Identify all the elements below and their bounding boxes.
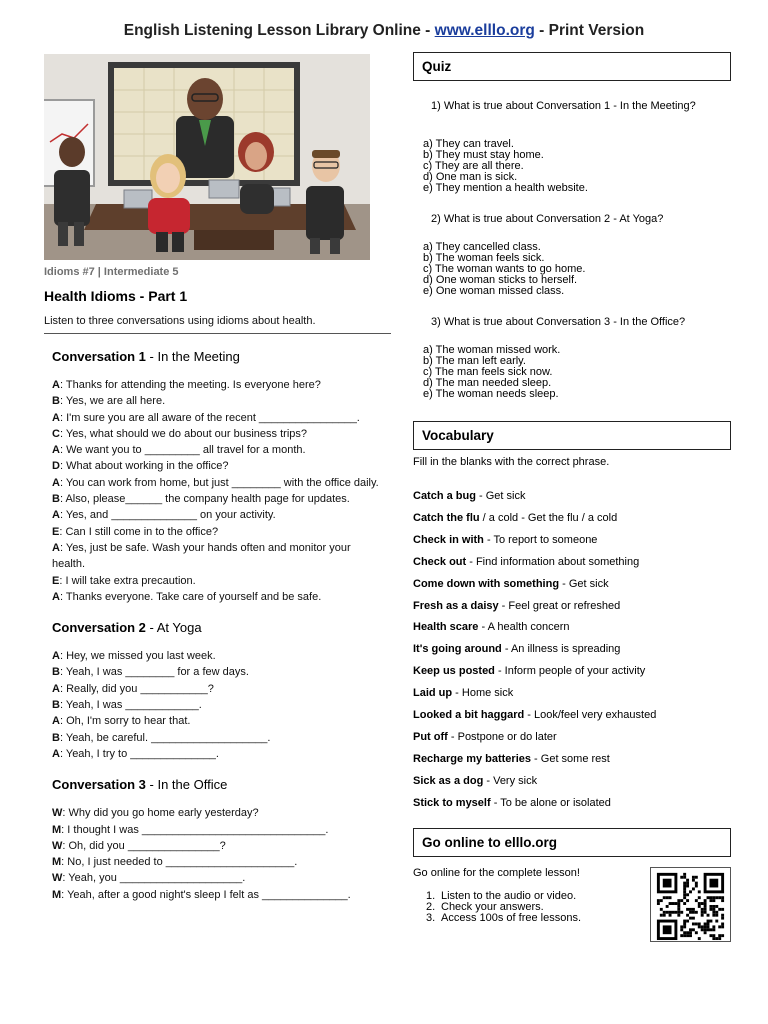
dialogue-text: : Thanks for attending the meeting. Is everyone here? [59,379,321,391]
vocabulary-definition: - Very sick [483,774,538,787]
dialogue-line [52,573,384,589]
dialogue-line [52,491,384,507]
dialogue-text: : No, I just needed to _____________________. [61,856,298,869]
conversation-1 [44,349,384,605]
vocabulary-definition: - Look/feel very exhausted [524,709,657,722]
online-heading: Go online to elllo.org [413,828,731,857]
conversation-title: Conversation 2 - At Yoga [52,620,202,636]
speaker-label: A [52,444,60,457]
vocabulary-term: Keep us posted [413,665,495,678]
speaker-label: B [52,493,60,506]
speaker-label: M [52,856,62,869]
speaker-label: B [52,699,60,712]
vocabulary-item [413,727,731,749]
online-section [413,867,731,924]
vocabulary-definition: / a cold - Get the flu / a cold [479,511,618,524]
conversation-lines [52,648,384,762]
quiz-heading: Quiz [413,52,731,81]
dialogue-text: : Yeah, be careful. ___________________. [59,731,271,744]
conversation-lines [52,377,384,605]
speaker-label: A [52,715,60,728]
step-text: Check your answers. [441,900,544,913]
vocabulary-definition: - Feel great or refreshed [498,599,621,612]
right-column [413,52,731,924]
question-prompt: 1) What is true about Conversation 1 - In the Meeting? [431,100,696,112]
dialogue-line [52,746,384,762]
vocabulary-definition: - A health concern [478,621,570,634]
dialogue-text: : I will take extra precaution. [59,574,196,587]
divider [44,333,391,334]
dialogue-text: : I thought I was ______________________________. [61,823,329,836]
dialogue-line [52,838,384,854]
vocabulary-term: Stick to myself [413,796,491,809]
quiz-option: e) They mention a health website. [423,182,588,194]
speaker-label: W [52,872,63,885]
vocabulary-term: Catch a bug [413,490,476,502]
dialogue-line [52,377,384,393]
vocabulary-item [413,617,731,639]
dialogue-text: : Really, did you ___________? [59,682,214,695]
quiz-question-2 [413,213,731,297]
dialogue-text: : Yeah, I try to ______________. [59,747,219,760]
speaker-label: W [52,839,63,852]
vocabulary-definition: - Home sick [452,687,514,700]
dialogue-text: : Yeah, I was ________ for a few days. [59,666,249,679]
dialogue-line [52,822,384,838]
vocabulary-definition: - Postpone or do later [447,730,557,743]
quiz-option: c) They are all there. [423,160,524,172]
dialogue-line [52,426,384,442]
dialogue-line [52,393,384,409]
dialogue-line [52,442,384,458]
vocabulary-term: It's going around [413,643,502,656]
speaker-label: M [52,823,62,836]
conversation-lines [52,805,384,903]
step-text: Listen to the audio or video. [441,889,577,902]
dialogue-line [52,458,384,474]
quiz-option: c) The man feels sick now. [423,366,553,378]
vocabulary-term: Looked a bit haggard [413,709,525,722]
vocabulary-item [413,705,731,727]
dialogue-text: : Yeah, after a good night's sleep I felt as ______________. [61,888,351,901]
page-header [0,22,768,40]
quiz-option: a) They can travel. [423,138,514,150]
vocabulary-definition: - Inform people of your activity [494,665,646,678]
vocabulary-term: Check in with [413,533,484,546]
question-options [413,345,731,400]
step-number: 3. [426,911,436,924]
vocabulary-item [413,574,731,596]
speaker-label: A [52,590,60,603]
vocabulary-term: Health scare [413,621,479,634]
question-prompt: 2) What is true about Conversation 2 - At Yoga? [431,213,664,225]
speaker-label: A [52,411,60,424]
lesson-meta: Idioms #7 | Intermediate 5 [44,266,179,278]
speaker-label: A [52,476,60,489]
dialogue-text: : Also, please______ the company health page for updates. [59,493,350,506]
question-options [413,242,731,297]
vocabulary-item [413,508,731,530]
question-prompt: 3) What is true about Conversation 3 - In the Office? [431,316,686,328]
quiz-option: b) The man left early. [423,355,526,367]
step-number: 1. [426,889,436,902]
dialogue-line [52,854,384,870]
dialogue-text: : Thanks everyone. Take care of yourself and be safe. [59,590,322,603]
conversation-2 [44,620,384,762]
vocabulary-item [413,661,731,683]
dialogue-text: : Yes, just be safe. Wash your hands often and monitor your health. [52,541,351,571]
dialogue-text: : Yeah, I was ____________. [59,699,202,712]
vocabulary-intro: Fill in the blanks with the correct phrase. [413,456,610,468]
question-options [413,139,731,194]
dialogue-line [52,507,384,523]
vocabulary-term: Put off [413,730,448,743]
quiz-option: e) One woman missed class. [423,285,565,297]
vocabulary-item [413,771,731,793]
vocabulary-item [413,793,731,815]
vocabulary-item [413,749,731,771]
conversation-title: Conversation 3 - In the Office [52,777,228,793]
vocabulary-item [413,596,731,618]
dialogue-line [52,805,384,821]
dialogue-line [52,887,384,903]
elllo-link[interactable]: www.elllo.org [434,22,535,39]
conversation-title: Conversation 1 - In the Meeting [52,349,240,364]
dialogue-line [52,681,384,697]
quiz-option: a) The woman missed work. [423,344,561,356]
vocabulary-item [413,639,731,661]
dialogue-line [52,589,384,605]
dialogue-text: : What about working in the office? [59,460,229,473]
speaker-label: W [52,807,63,820]
speaker-label: A [52,747,60,760]
quiz-option: a) They cancelled class. [423,241,541,253]
speaker-label: E [52,574,60,587]
dialogue-line [52,664,384,680]
left-column [44,54,392,903]
quiz-question-1 [413,100,731,194]
dialogue-line [52,410,384,426]
dialogue-line [52,648,384,664]
dialogue-text: : Yeah, you ____________________. [62,872,246,885]
speaker-label: B [52,666,60,679]
dialogue-text: : Hey, we missed you last week. [59,650,216,663]
vocabulary-term: Recharge my batteries [413,752,531,765]
quiz-option: d) The man needed sleep. [423,377,552,389]
dialogue-text: : Yes, we are all here. [59,395,166,408]
vocabulary-definition: - Find information about something [466,555,640,568]
speaker-label: D [52,460,60,473]
dialogue-line [52,524,384,540]
dialogue-text: : We want you to _________ all travel for a month. [59,444,306,457]
dialogue-text: : Why did you go home early yesterday? [62,807,259,820]
vocabulary-definition: - Get some rest [531,752,610,765]
dialogue-text: : Can I still come in to the office? [59,525,219,538]
dialogue-line [52,697,384,713]
dialogue-line [52,713,384,729]
dialogue-line [52,870,384,886]
online-intro: Go online for the complete lesson! [413,866,580,879]
dialogue-text: : I'm sure you are all aware of the recent ________________. [59,411,360,424]
vocabulary-term: Sick as a dog [413,774,484,787]
speaker-label: A [52,379,60,391]
quiz-option: b) They must stay home. [423,149,544,161]
dialogue-line [52,730,384,746]
header-suffix: - Print Version [534,22,645,39]
speaker-label: B [52,731,60,744]
speaker-label: C [52,427,60,440]
dialogue-line [52,540,384,573]
quiz-question-3 [413,316,731,400]
speaker-label: A [52,682,60,695]
header-prefix: English Listening Lesson Library Online - [123,22,435,39]
vocabulary-term: Check out [413,555,467,568]
quiz-option: d) One man is sick. [423,171,518,183]
speaker-label: E [52,525,60,538]
quiz-option: b) The woman feels sick. [423,252,545,264]
vocabulary-definition: - Get sick [559,577,609,590]
speaker-label: A [52,509,60,522]
speaker-label: B [52,395,60,408]
lesson-intro: Listen to three conversations using idioms about health. [44,315,316,327]
qr-code-icon[interactable] [650,867,731,942]
conversation-3 [44,777,384,903]
vocabulary-term: Fresh as a daisy [413,599,499,612]
speaker-label: A [52,650,60,663]
vocabulary-definition: - To report to someone [483,533,598,546]
quiz-option: e) The woman needs sleep. [423,388,559,400]
vocabulary-definition: - Get sick [475,490,526,502]
vocabulary-item [413,683,731,705]
dialogue-text: : Oh, I'm sorry to hear that. [59,715,191,728]
lesson-title: Health Idioms - Part 1 [44,288,188,304]
dialogue-text: : Oh, did you _______________? [62,839,226,852]
vocabulary-heading: Vocabulary [413,421,731,450]
vocabulary-item [413,530,731,552]
dialogue-line [52,475,384,491]
meeting-illustration [44,54,370,260]
vocabulary-item [413,486,731,508]
vocabulary-term: Come down with something [413,577,560,590]
quiz-option: c) The woman wants to go home. [423,263,586,275]
vocabulary-definition: - An illness is spreading [501,643,621,656]
vocabulary-definition: - To be alone or isolated [490,796,611,809]
quiz-option: d) One woman sticks to herself. [423,274,578,286]
dialogue-text: : Yes, and ______________ on your activity. [59,509,276,522]
speaker-label: A [52,541,60,554]
step-number: 2. [426,900,436,913]
vocabulary-item [413,552,731,574]
dialogue-text: : Yes, what should we do about our business trips? [59,427,308,440]
vocabulary-list [413,486,731,815]
dialogue-text: : You can work from home, but just ________ with the office daily. [59,476,379,489]
vocabulary-term: Laid up [413,687,453,700]
step-text: Access 100s of free lessons. [441,911,582,924]
vocabulary-term: Catch the flu [413,511,480,524]
speaker-label: M [52,888,62,901]
